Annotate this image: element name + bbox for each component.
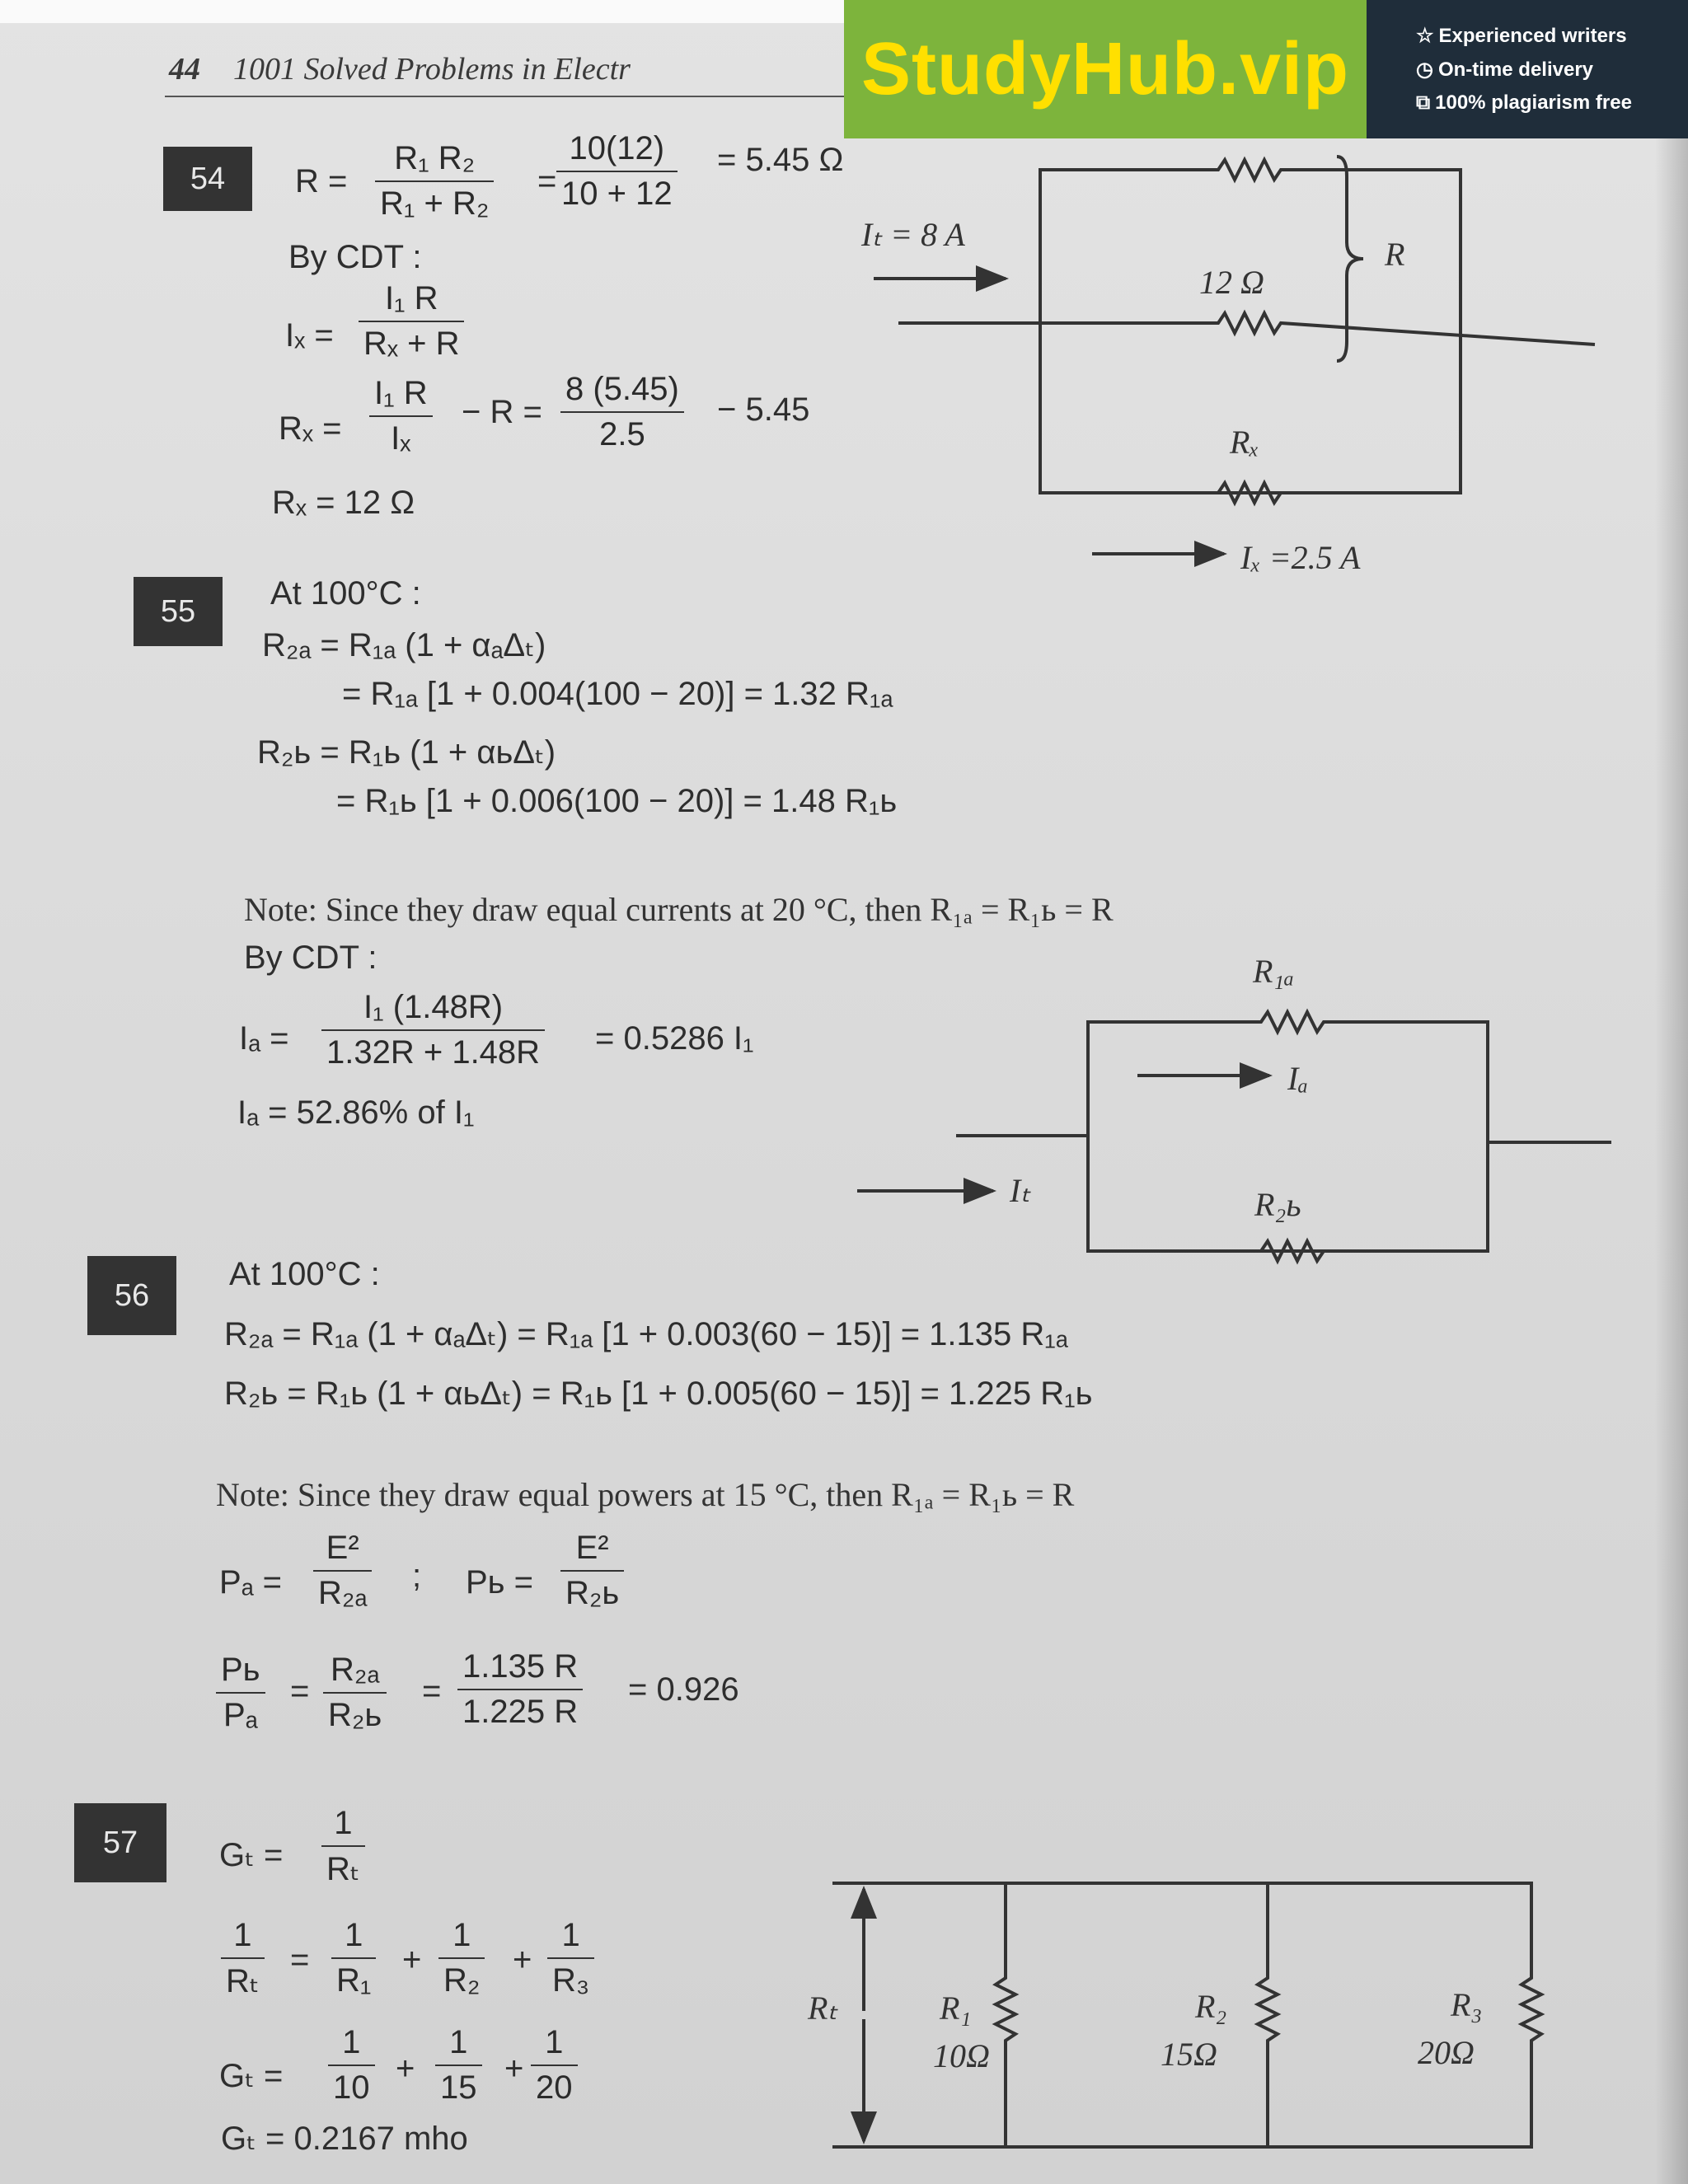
p54-fraction: 10(12) 10 + 12: [556, 130, 678, 213]
p56-equals: =: [422, 1673, 442, 1709]
p55-ia-result: = 0.5286 I₁: [595, 1020, 754, 1057]
p55-at-100c: At 100°C :: [270, 575, 421, 612]
p56-eq2: R₂ь = R₁ь (1 + αьΔₜ) = R₁ь [1 + 0.005(60 − 15)] = 1.225 R₁ь: [224, 1376, 1093, 1412]
p56-pa-label: Pₐ =: [219, 1564, 283, 1601]
fig57-rt-label: Rₜ: [808, 1990, 838, 2027]
p55-fraction: I₁ (1.48R) 1.32R + 1.48R: [321, 989, 545, 1071]
clock-icon: ◷: [1416, 59, 1433, 81]
p57-plus: +: [396, 2050, 415, 2087]
p57-fraction: 1 15: [435, 2024, 482, 2107]
p55-ia-percent: Iₐ = 52.86% of I₁: [237, 1094, 475, 1131]
p57-fraction: 1 Rₜ: [321, 1805, 365, 1888]
p55-eq2: = R₁ₐ [1 + 0.004(100 − 20)] = 1.32 R₁ₐ: [342, 676, 893, 712]
p54-r-label: R =: [295, 163, 348, 199]
p54-equals: =: [537, 163, 557, 199]
p57-gt-result: Gₜ = 0.2167 mho: [221, 2121, 468, 2157]
feature-item: ◷ On-time delivery: [1416, 58, 1594, 81]
fig57-r2-label: R₂: [1195, 1988, 1227, 2025]
circuit-54: [874, 157, 1595, 554]
p54-fraction: 8 (5.45) 2.5: [560, 371, 684, 453]
p54-minus-545: − 5.45: [717, 391, 810, 428]
problem-number-54: 54: [163, 147, 252, 211]
p56-fraction: R₂ₐ R₂ь: [323, 1652, 387, 1734]
p57-fraction: 1 10: [328, 2024, 375, 2107]
feature-item: ⧉ 100% plagiarism free: [1416, 91, 1632, 114]
p56-note: Note: Since they draw equal powers at 15 °C, then R₁ₐ = R₁ь = R: [216, 1476, 1075, 1513]
fig57-r3-label: R₃: [1451, 1986, 1483, 2023]
p55-ia-label: Iₐ =: [239, 1020, 289, 1057]
p56-equals: =: [290, 1673, 310, 1709]
fig55-r2b-label: R₂ь: [1254, 1186, 1301, 1223]
fig57-r1-value: 10Ω: [933, 2037, 990, 2074]
fig57-r3-value: 20Ω: [1418, 2034, 1475, 2071]
p57-gt-label: Gₜ =: [219, 2058, 284, 2094]
p57-equals: =: [290, 1942, 310, 1978]
page-number: 44: [169, 52, 200, 87]
fig54-12ohm-label: 12 Ω: [1199, 264, 1264, 301]
p54-rx-result: Rₓ = 12 Ω: [272, 485, 415, 521]
problem-number-55: 55: [134, 577, 223, 646]
p54-result: = 5.45 Ω: [717, 142, 844, 178]
feature-item: ☆ Experienced writers: [1416, 24, 1627, 47]
fig55-it-label: Iₜ: [1010, 1172, 1031, 1209]
fig57-r2-value: 15Ω: [1160, 2036, 1217, 2073]
fig57-r1-label: R₁: [940, 1990, 972, 2027]
p56-at-100c: At 100°C :: [229, 1256, 380, 1292]
problem-number-57: 57: [74, 1803, 166, 1882]
p57-gt-label: Gₜ =: [219, 1837, 284, 1873]
p54-fraction: R₁ R₂ R₁ + R₂: [375, 140, 494, 223]
fig54-it-label: Iₜ = 8 A: [861, 216, 965, 253]
p55-by-cdt: By CDT :: [244, 940, 377, 976]
p55-eq1: R₂ₐ = R₁ₐ (1 + αₐΔₜ): [262, 627, 546, 663]
fig55-r1a-label: R₁ₐ: [1253, 953, 1295, 990]
star-icon: ☆: [1416, 25, 1434, 47]
book-title: 1001 Solved Problems in Electr: [233, 52, 631, 87]
p57-fraction: 1 R₃: [547, 1917, 594, 1999]
copy-icon: ⧉: [1416, 91, 1431, 114]
p55-eq3: R₂ь = R₁ь (1 + αьΔₜ): [257, 734, 556, 771]
p56-fraction: Pь Pₐ: [216, 1652, 265, 1734]
fig55-ia-label: Iₐ: [1287, 1060, 1309, 1097]
circuit-57: [832, 1883, 1541, 2147]
p57-fraction: 1 Rₜ: [221, 1917, 265, 2000]
problem-number-56: 56: [87, 1256, 176, 1335]
p57-plus: +: [402, 1942, 422, 1978]
fig54-ix-label: Iₓ =2.5 A: [1240, 539, 1361, 576]
p54-ix-label: Iₓ =: [285, 317, 334, 354]
brand-logo[interactable]: StudyHub.vip: [844, 0, 1367, 138]
p54-by-cdt: By CDT :: [288, 239, 422, 275]
p57-plus: +: [513, 1942, 532, 1978]
p55-note: Note: Since they draw equal currents at 20 °C, then R₁ₐ = R₁ь = R: [244, 891, 1114, 928]
p56-ratio-result: = 0.926: [628, 1671, 739, 1708]
p54-rx-label: Rₓ =: [279, 410, 342, 447]
p56-semicolon: ;: [412, 1558, 422, 1594]
p57-fraction: 1 R₁: [331, 1917, 376, 1999]
p55-eq4: = R₁ь [1 + 0.006(100 − 20)] = 1.48 R₁ь: [336, 783, 898, 819]
p56-fraction: 1.135 R 1.225 R: [457, 1648, 583, 1731]
p57-fraction: 1 R₂: [438, 1917, 485, 1999]
p56-pb-label: Pь =: [466, 1564, 533, 1601]
fig54-r-label: R: [1385, 236, 1405, 273]
p54-minus-r: − R =: [462, 394, 542, 430]
circuit-55: [857, 1012, 1611, 1261]
fig54-rx-label: Rₓ: [1230, 424, 1259, 461]
p54-fraction: I₁ R Rₓ + R: [359, 280, 464, 363]
p54-fraction: I₁ R Iₓ: [369, 375, 433, 457]
p56-fraction: E² R₂ₐ: [313, 1530, 372, 1612]
p56-fraction: E² R₂ь: [560, 1530, 624, 1612]
p57-plus: +: [504, 2050, 524, 2087]
p57-fraction: 1 20: [531, 2024, 578, 2107]
p56-eq1: R₂ₐ = R₁ₐ (1 + αₐΔₜ) = R₁ₐ [1 + 0.003(60 − 15)] = 1.135 R₁ₐ: [224, 1316, 1068, 1352]
